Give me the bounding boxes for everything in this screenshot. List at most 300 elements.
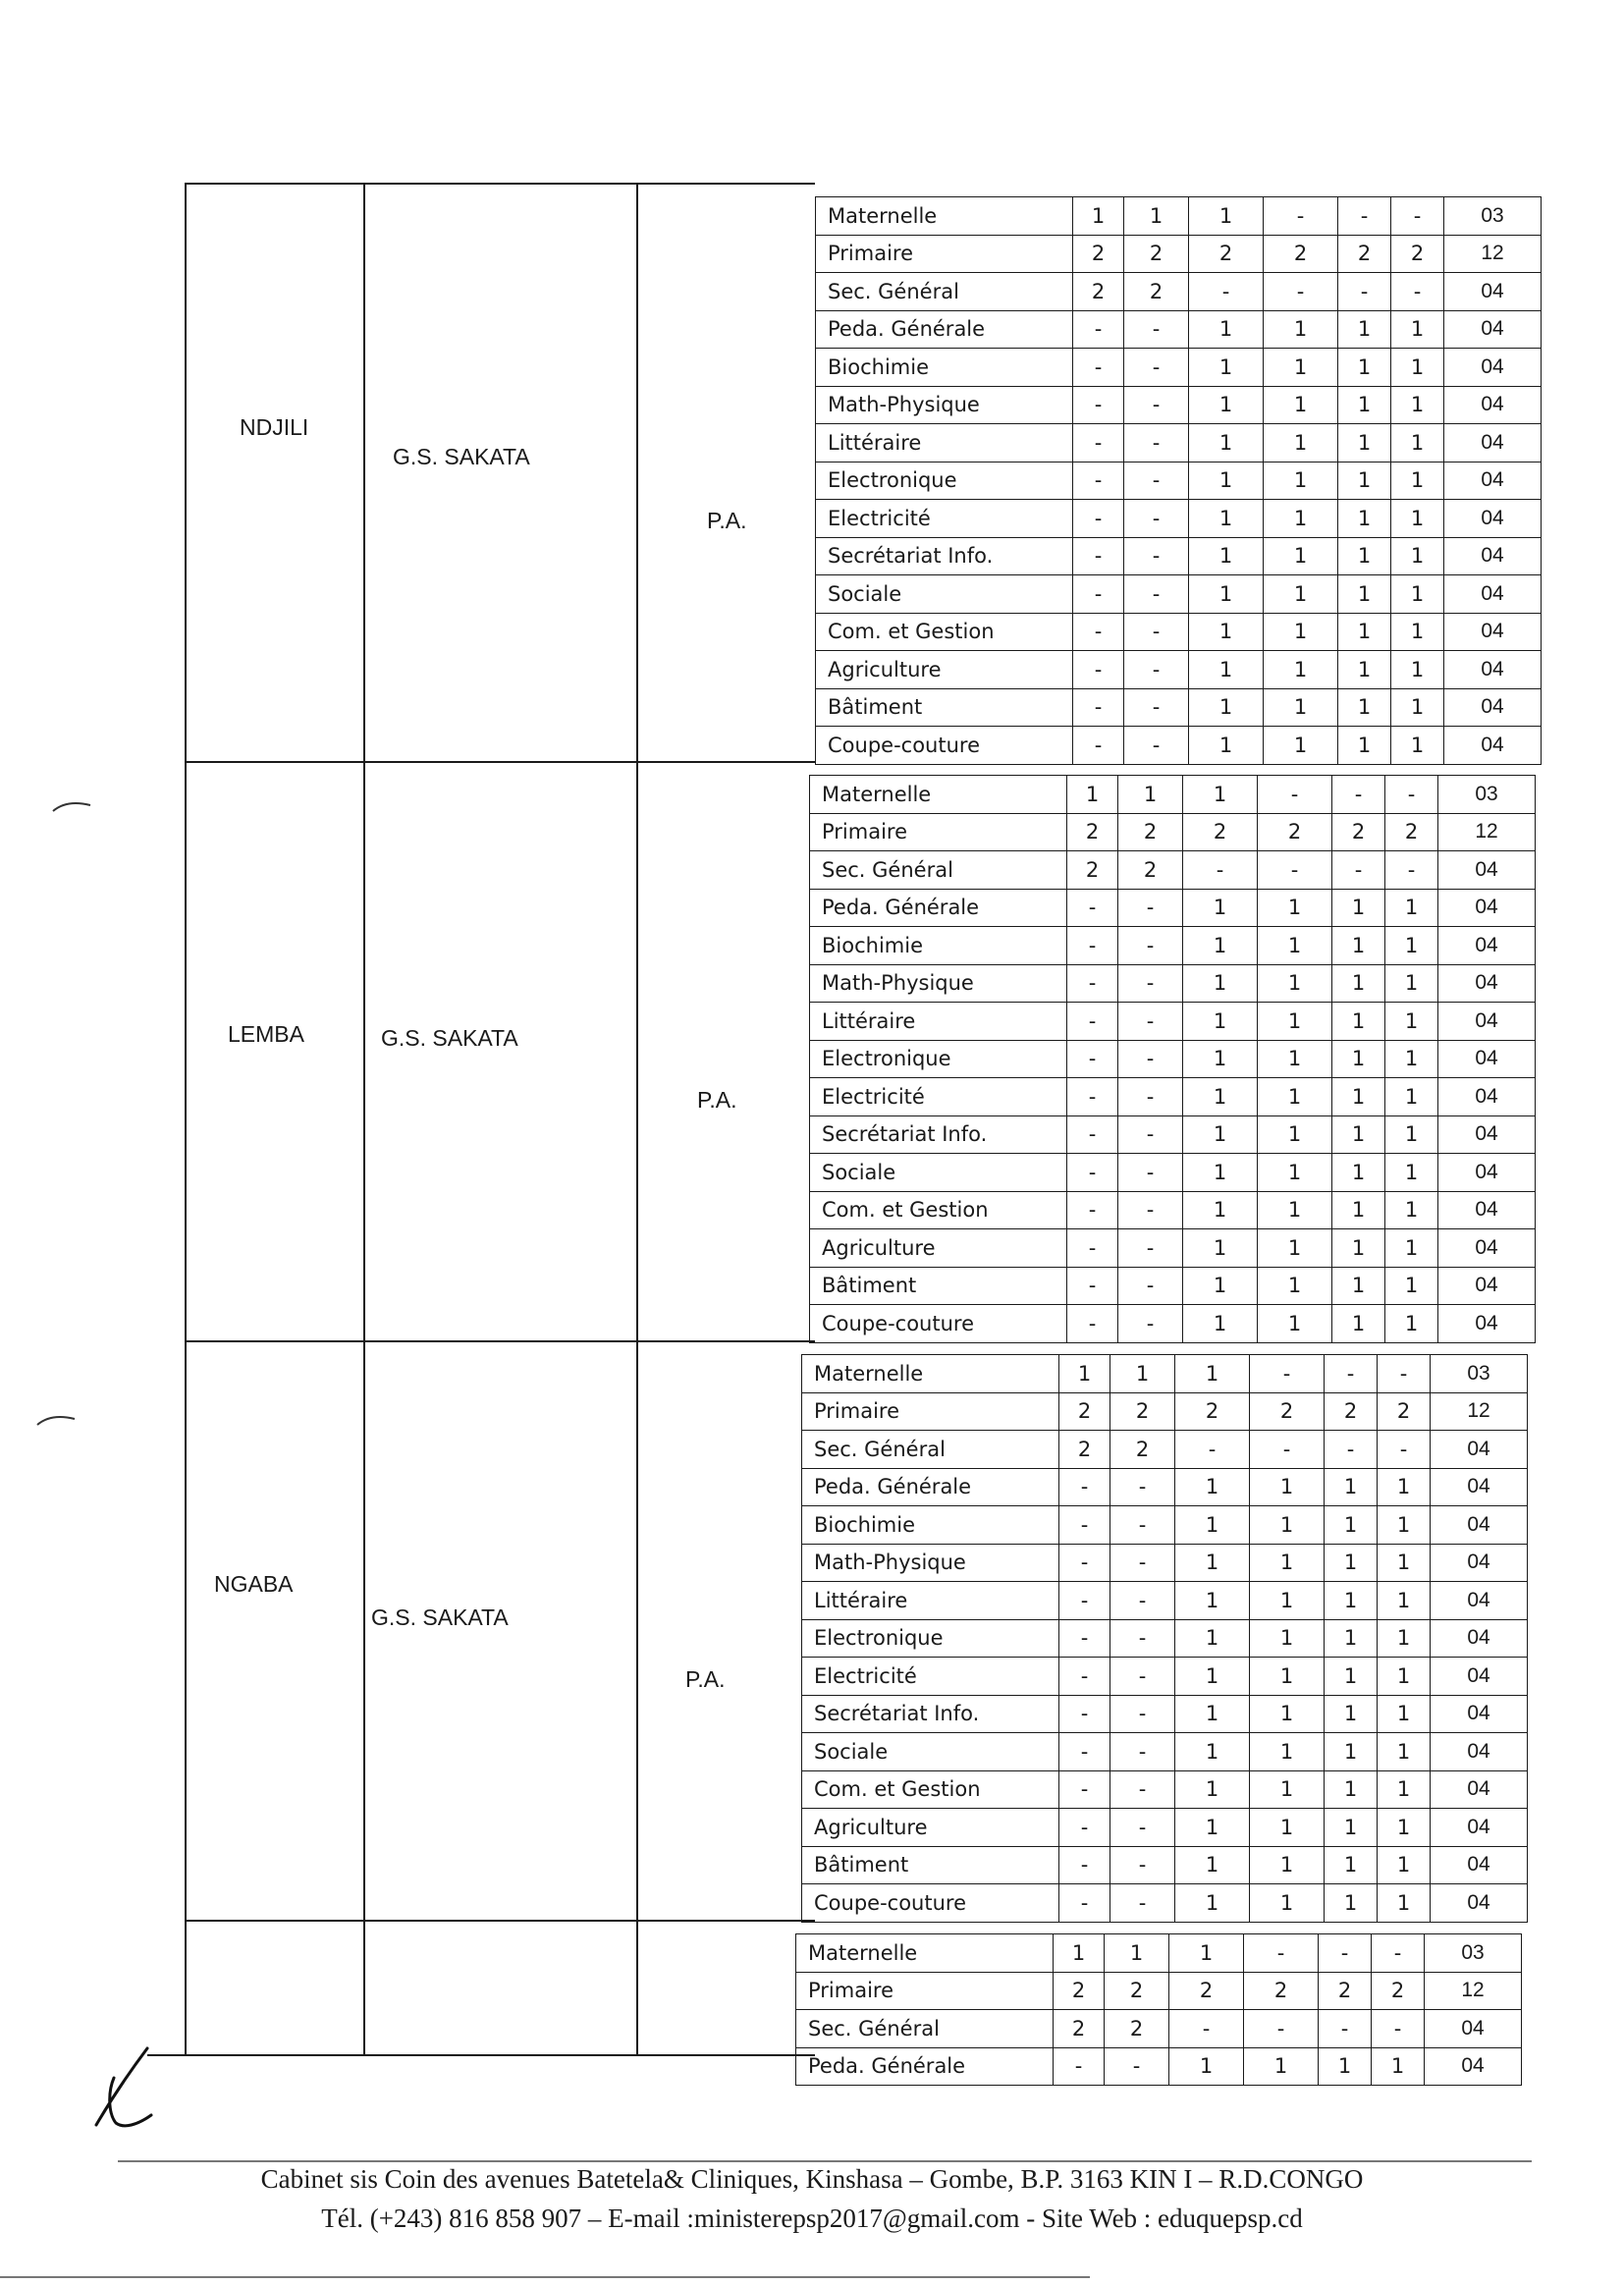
table-row [816, 688, 1542, 727]
class-count-cell: - [1059, 1544, 1110, 1582]
class-count-cell: 2 [1118, 813, 1183, 851]
table-row [802, 1468, 1528, 1506]
class-count-cell: - [1073, 651, 1124, 689]
class-count-cell: - [1372, 2010, 1425, 2048]
class-count-cell: - [1124, 500, 1189, 538]
class-count-cell: 1 [1169, 2047, 1244, 2086]
class-count-cell: 1 [1264, 575, 1338, 614]
class-count-cell: 2 [1338, 235, 1391, 273]
class-count-cell: 2 [1073, 235, 1124, 273]
class-count-cell: 1 [1258, 927, 1332, 965]
total-cell: 04 [1425, 2010, 1522, 2048]
total-cell: 04 [1438, 1154, 1536, 1192]
class-count-cell: 2 [1175, 1392, 1250, 1431]
class-count-cell: 1 [1325, 1544, 1378, 1582]
class-count-cell: 1 [1250, 1658, 1325, 1696]
footer-top-rule [118, 2160, 1532, 2162]
school-name: G.S. SAKATA [393, 444, 530, 469]
class-count-cell: 1 [1338, 575, 1391, 614]
class-count-cell: - [1059, 1733, 1110, 1771]
class-count-cell: 2 [1325, 1392, 1378, 1431]
class-count-cell: 1 [1385, 889, 1438, 927]
class-count-cell: 1 [1385, 1267, 1438, 1305]
table-row [802, 1658, 1528, 1696]
class-count-cell: 1 [1258, 1154, 1332, 1192]
total-cell: 04 [1431, 1733, 1528, 1771]
class-count-cell: 1 [1391, 613, 1444, 651]
class-count-cell: 1 [1385, 1078, 1438, 1116]
table-row [816, 651, 1542, 689]
class-count-cell: 2 [1124, 273, 1189, 311]
class-count-cell: - [1118, 927, 1183, 965]
class-count-cell: 1 [1338, 386, 1391, 424]
class-count-cell: 2 [1372, 1972, 1425, 2010]
class-count-cell: 1 [1378, 1770, 1431, 1809]
class-count-cell: - [1067, 1003, 1118, 1041]
class-count-cell: - [1110, 1619, 1175, 1658]
section-name-cell: Peda. Générale [796, 2047, 1054, 2086]
section-name-cell: Coupe-couture [802, 1884, 1059, 1923]
class-count-cell: - [1059, 1506, 1110, 1545]
class-count-cell: - [1332, 851, 1385, 890]
class-count-cell: - [1118, 1191, 1183, 1229]
class-count-cell: 1 [1169, 1934, 1244, 1973]
footer-phone: Tél. (+243) 816 858 907 – E-mail : [321, 2203, 694, 2233]
total-cell: 04 [1444, 613, 1542, 651]
class-count-cell: - [1110, 1846, 1175, 1884]
sections-table [815, 196, 1542, 765]
class-count-cell: - [1110, 1544, 1175, 1582]
section-name-cell: Math-Physique [810, 964, 1067, 1003]
class-count-cell: - [1391, 273, 1444, 311]
class-count-cell: - [1059, 1695, 1110, 1733]
total-cell: 04 [1444, 688, 1542, 727]
class-count-cell: 2 [1264, 235, 1338, 273]
class-count-cell: 2 [1073, 273, 1124, 311]
class-count-cell: - [1250, 1431, 1325, 1469]
class-count-cell: - [1338, 197, 1391, 236]
class-count-cell: - [1067, 1040, 1118, 1078]
class-count-cell: 1 [1338, 310, 1391, 349]
section-name-cell: Primaire [810, 813, 1067, 851]
sections-table [801, 1354, 1528, 1923]
class-count-cell: 1 [1325, 1733, 1378, 1771]
class-count-cell: - [1124, 424, 1189, 462]
section-name-cell: Maternelle [796, 1934, 1054, 1973]
table-row [810, 964, 1536, 1003]
class-count-cell: - [1175, 1431, 1250, 1469]
class-count-cell: 1 [1264, 310, 1338, 349]
class-count-cell: - [1073, 462, 1124, 500]
class-count-cell: 1 [1391, 537, 1444, 575]
class-count-cell: 1 [1378, 1582, 1431, 1620]
table-row [796, 1972, 1522, 2010]
class-count-cell: 1 [1183, 927, 1258, 965]
class-count-cell: 1 [1250, 1695, 1325, 1733]
sections-table [809, 775, 1536, 1343]
class-count-cell: - [1067, 1305, 1118, 1343]
section-name-cell: Electricité [816, 500, 1073, 538]
block-divider-2 [185, 1340, 815, 1342]
class-count-cell: 1 [1338, 688, 1391, 727]
class-count-cell: 1 [1338, 500, 1391, 538]
class-count-cell: 1 [1338, 349, 1391, 387]
class-count-cell: - [1264, 197, 1338, 236]
class-count-cell: 1 [1183, 1191, 1258, 1229]
class-count-cell: 1 [1378, 1846, 1431, 1884]
section-name-cell: Biochimie [810, 927, 1067, 965]
class-count-cell: 1 [1250, 1770, 1325, 1809]
class-count-cell: - [1391, 197, 1444, 236]
commune-name: NDJILI [240, 414, 309, 440]
class-count-cell: 1 [1175, 1544, 1250, 1582]
table-row [816, 537, 1542, 575]
table-row [796, 1934, 1522, 1973]
school-column-divider [636, 185, 638, 2056]
class-count-cell: 1 [1378, 1809, 1431, 1847]
class-count-cell: - [1118, 1267, 1183, 1305]
page-bottom-rule [0, 2276, 1090, 2278]
section-name-cell: Sec. Général [816, 273, 1073, 311]
class-count-cell: 1 [1385, 927, 1438, 965]
section-name-cell: Maternelle [816, 197, 1073, 236]
class-count-cell: 2 [1110, 1431, 1175, 1469]
class-count-cell: - [1073, 575, 1124, 614]
class-count-cell: - [1105, 2047, 1169, 2086]
class-count-cell: - [1378, 1355, 1431, 1393]
class-count-cell: 1 [1189, 613, 1264, 651]
class-count-cell: - [1067, 927, 1118, 965]
class-count-cell: - [1059, 1468, 1110, 1506]
regime-label: P.A. [697, 1087, 737, 1113]
class-count-cell: 1 [1385, 1229, 1438, 1268]
class-count-cell: - [1118, 1229, 1183, 1268]
table-row [802, 1582, 1528, 1620]
total-cell: 04 [1438, 1229, 1536, 1268]
total-cell: 04 [1438, 1003, 1536, 1041]
table-row [816, 197, 1542, 236]
table-row [810, 1154, 1536, 1192]
section-name-cell: Electronique [802, 1619, 1059, 1658]
class-count-cell: 1 [1183, 1229, 1258, 1268]
class-count-cell: - [1073, 500, 1124, 538]
class-count-cell: 1 [1332, 1229, 1385, 1268]
section-name-cell: Electronique [810, 1040, 1067, 1078]
class-count-cell: 1 [1391, 500, 1444, 538]
table-row [816, 727, 1542, 765]
class-count-cell: - [1124, 613, 1189, 651]
class-count-cell: 1 [1391, 462, 1444, 500]
table-row [802, 1695, 1528, 1733]
class-count-cell: - [1059, 1884, 1110, 1923]
class-count-cell: 1 [1175, 1770, 1250, 1809]
total-cell: 12 [1444, 235, 1542, 273]
footer-email-link[interactable]: ministerepsp2017@gmail.com [693, 2203, 1020, 2233]
class-count-cell: - [1073, 386, 1124, 424]
class-count-cell: - [1169, 2010, 1244, 2048]
class-count-cell: - [1059, 1658, 1110, 1696]
class-count-cell: 1 [1385, 1040, 1438, 1078]
class-count-cell: 1 [1183, 964, 1258, 1003]
class-count-cell: 1 [1391, 424, 1444, 462]
class-count-cell: 1 [1183, 1305, 1258, 1343]
class-count-cell: 1 [1250, 1582, 1325, 1620]
class-count-cell: 1 [1258, 1003, 1332, 1041]
class-count-cell: 1 [1325, 1695, 1378, 1733]
table-row [810, 851, 1536, 890]
section-name-cell: Sociale [802, 1733, 1059, 1771]
section-name-cell: Agriculture [802, 1809, 1059, 1847]
commune-column-divider [363, 185, 365, 2056]
class-count-cell: 1 [1118, 776, 1183, 814]
class-count-cell: 1 [1338, 424, 1391, 462]
table-row [810, 1040, 1536, 1078]
section-name-cell: Biochimie [802, 1506, 1059, 1545]
class-count-cell: - [1110, 1468, 1175, 1506]
total-cell: 04 [1444, 575, 1542, 614]
class-count-cell: 1 [1258, 964, 1332, 1003]
table-row [816, 273, 1542, 311]
class-count-cell: 1 [1325, 1770, 1378, 1809]
class-count-cell: 2 [1169, 1972, 1244, 2010]
total-cell: 04 [1444, 310, 1542, 349]
class-count-cell: 1 [1183, 1154, 1258, 1192]
class-count-cell: - [1073, 537, 1124, 575]
class-count-cell: 1 [1385, 964, 1438, 1003]
class-count-cell: 2 [1189, 235, 1264, 273]
class-count-cell: 1 [1183, 889, 1258, 927]
class-count-cell: 2 [1124, 235, 1189, 273]
class-count-cell: 1 [1189, 575, 1264, 614]
section-name-cell: Sociale [810, 1154, 1067, 1192]
total-cell: 12 [1438, 813, 1536, 851]
class-count-cell: 1 [1264, 651, 1338, 689]
total-cell: 04 [1444, 537, 1542, 575]
total-cell: 04 [1431, 1431, 1528, 1469]
class-count-cell: 2 [1059, 1431, 1110, 1469]
section-name-cell: Littéraire [802, 1582, 1059, 1620]
class-count-cell: 1 [1059, 1355, 1110, 1393]
class-count-cell: - [1118, 1040, 1183, 1078]
total-cell: 04 [1444, 651, 1542, 689]
table-row [810, 1305, 1536, 1343]
table-row [802, 1733, 1528, 1771]
table-row [802, 1506, 1528, 1545]
class-count-cell: 1 [1378, 1619, 1431, 1658]
section-name-cell: Biochimie [816, 349, 1073, 387]
class-count-cell: - [1110, 1582, 1175, 1620]
total-cell: 04 [1431, 1770, 1528, 1809]
class-count-cell: 2 [1258, 813, 1332, 851]
class-count-cell: 1 [1189, 500, 1264, 538]
table-row [802, 1355, 1528, 1393]
class-count-cell: - [1124, 688, 1189, 727]
class-count-cell: 1 [1258, 1191, 1332, 1229]
class-count-cell: 1 [1332, 1305, 1385, 1343]
class-count-cell: 1 [1264, 727, 1338, 765]
total-cell: 04 [1431, 1809, 1528, 1847]
class-count-cell: 1 [1338, 727, 1391, 765]
section-name-cell: Electricité [810, 1078, 1067, 1116]
class-count-cell: 1 [1378, 1695, 1431, 1733]
class-count-cell: - [1385, 776, 1438, 814]
section-name-cell: Com. et Gestion [810, 1191, 1067, 1229]
section-name-cell: Primaire [816, 235, 1073, 273]
total-cell: 04 [1431, 1544, 1528, 1582]
class-count-cell: 1 [1189, 651, 1264, 689]
section-name-cell: Com. et Gestion [802, 1770, 1059, 1809]
table-row [802, 1846, 1528, 1884]
class-count-cell: - [1067, 889, 1118, 927]
total-cell: 04 [1431, 1506, 1528, 1545]
block-divider-1 [185, 761, 815, 763]
section-name-cell: Sec. Général [810, 851, 1067, 890]
class-count-cell: 1 [1175, 1695, 1250, 1733]
class-count-cell: 2 [1054, 1972, 1105, 2010]
class-count-cell: 1 [1189, 462, 1264, 500]
total-cell: 04 [1438, 889, 1536, 927]
class-count-cell: 1 [1073, 197, 1124, 236]
total-cell: 04 [1438, 1115, 1536, 1154]
class-count-cell: - [1378, 1431, 1431, 1469]
class-count-cell: 1 [1183, 776, 1258, 814]
total-cell: 04 [1431, 1582, 1528, 1620]
class-count-cell: - [1118, 889, 1183, 927]
class-count-cell: 1 [1332, 889, 1385, 927]
table-row [802, 1392, 1528, 1431]
class-count-cell: 1 [1391, 386, 1444, 424]
class-count-cell: 1 [1175, 1809, 1250, 1847]
class-count-cell: 1 [1189, 424, 1264, 462]
class-count-cell: - [1110, 1733, 1175, 1771]
class-count-cell: 1 [1325, 1582, 1378, 1620]
class-count-cell: 1 [1391, 575, 1444, 614]
class-count-cell: - [1189, 273, 1264, 311]
class-count-cell: - [1073, 688, 1124, 727]
class-count-cell: 1 [1244, 2047, 1319, 2086]
class-count-cell: 2 [1319, 1972, 1372, 2010]
class-count-cell: 1 [1183, 1040, 1258, 1078]
section-name-cell: Bâtiment [816, 688, 1073, 727]
section-name-cell: Bâtiment [802, 1846, 1059, 1884]
class-count-cell: - [1067, 1154, 1118, 1192]
table-row [802, 1884, 1528, 1923]
class-count-cell: 1 [1385, 1003, 1438, 1041]
class-count-cell: 2 [1183, 813, 1258, 851]
class-count-cell: 1 [1264, 613, 1338, 651]
class-count-cell: - [1073, 613, 1124, 651]
school-name: G.S. SAKATA [381, 1025, 518, 1051]
class-count-cell: - [1110, 1695, 1175, 1733]
commune-name: NGABA [214, 1571, 294, 1597]
class-count-cell: 2 [1244, 1972, 1319, 2010]
class-count-cell: - [1325, 1355, 1378, 1393]
table-row [810, 927, 1536, 965]
class-count-cell: 1 [1378, 1544, 1431, 1582]
table-row [816, 424, 1542, 462]
class-count-cell: 1 [1378, 1506, 1431, 1545]
class-count-cell: 1 [1189, 197, 1264, 236]
class-count-cell: - [1110, 1809, 1175, 1847]
table-row [816, 462, 1542, 500]
table-row [810, 813, 1536, 851]
total-cell: 04 [1431, 1468, 1528, 1506]
class-count-cell: 2 [1105, 2010, 1169, 2048]
class-count-cell: - [1118, 1115, 1183, 1154]
total-cell: 04 [1438, 851, 1536, 890]
table-row [810, 1003, 1536, 1041]
section-name-cell: Com. et Gestion [816, 613, 1073, 651]
section-name-cell: Peda. Générale [802, 1468, 1059, 1506]
total-cell: 04 [1444, 273, 1542, 311]
class-count-cell: - [1073, 349, 1124, 387]
class-count-cell: - [1124, 575, 1189, 614]
class-count-cell: 1 [1325, 1506, 1378, 1545]
footer-website: - Site Web : eduquepsp.cd [1019, 2203, 1303, 2233]
class-count-cell: 1 [1183, 1115, 1258, 1154]
class-count-cell: 1 [1325, 1468, 1378, 1506]
class-count-cell: - [1110, 1658, 1175, 1696]
class-count-cell: 1 [1110, 1355, 1175, 1393]
table-row [796, 2047, 1522, 2086]
class-count-cell: 1 [1264, 537, 1338, 575]
class-count-cell: - [1054, 2047, 1105, 2086]
table-row [802, 1619, 1528, 1658]
class-count-cell: 1 [1183, 1003, 1258, 1041]
class-count-cell: 2 [1118, 851, 1183, 890]
class-count-cell: 1 [1250, 1619, 1325, 1658]
section-name-cell: Sociale [816, 575, 1073, 614]
class-count-cell: 1 [1250, 1733, 1325, 1771]
class-count-cell: 1 [1258, 889, 1332, 927]
class-count-cell: 1 [1258, 1305, 1332, 1343]
school-name: G.S. SAKATA [371, 1605, 509, 1630]
total-cell: 04 [1444, 386, 1542, 424]
class-count-cell: 1 [1264, 462, 1338, 500]
total-cell: 04 [1444, 462, 1542, 500]
class-count-cell: 1 [1332, 927, 1385, 965]
class-count-cell: - [1338, 273, 1391, 311]
table-row [816, 500, 1542, 538]
class-count-cell: 2 [1067, 813, 1118, 851]
class-count-cell: 1 [1385, 1305, 1438, 1343]
class-count-cell: - [1124, 727, 1189, 765]
class-count-cell: 1 [1175, 1619, 1250, 1658]
class-count-cell: - [1124, 349, 1189, 387]
class-count-cell: 1 [1258, 1078, 1332, 1116]
table-row [816, 235, 1542, 273]
table-row [810, 1267, 1536, 1305]
class-count-cell: 2 [1378, 1392, 1431, 1431]
footer-contact [0, 2203, 1624, 2234]
class-count-cell: - [1385, 851, 1438, 890]
class-count-cell: - [1110, 1506, 1175, 1545]
class-count-cell: 1 [1258, 1229, 1332, 1268]
class-count-cell: 1 [1183, 1078, 1258, 1116]
table-top-border [185, 183, 815, 185]
class-count-cell: 1 [1325, 1619, 1378, 1658]
class-count-cell: - [1059, 1619, 1110, 1658]
class-count-cell: 1 [1189, 727, 1264, 765]
section-name-cell: Sec. Général [802, 1431, 1059, 1469]
table-row [816, 310, 1542, 349]
table-bottom-border [147, 2054, 815, 2056]
table-row [810, 1229, 1536, 1268]
class-count-cell: 1 [1189, 349, 1264, 387]
class-count-cell: - [1244, 2010, 1319, 2048]
class-count-cell: 1 [1175, 1468, 1250, 1506]
class-count-cell: 1 [1325, 1846, 1378, 1884]
